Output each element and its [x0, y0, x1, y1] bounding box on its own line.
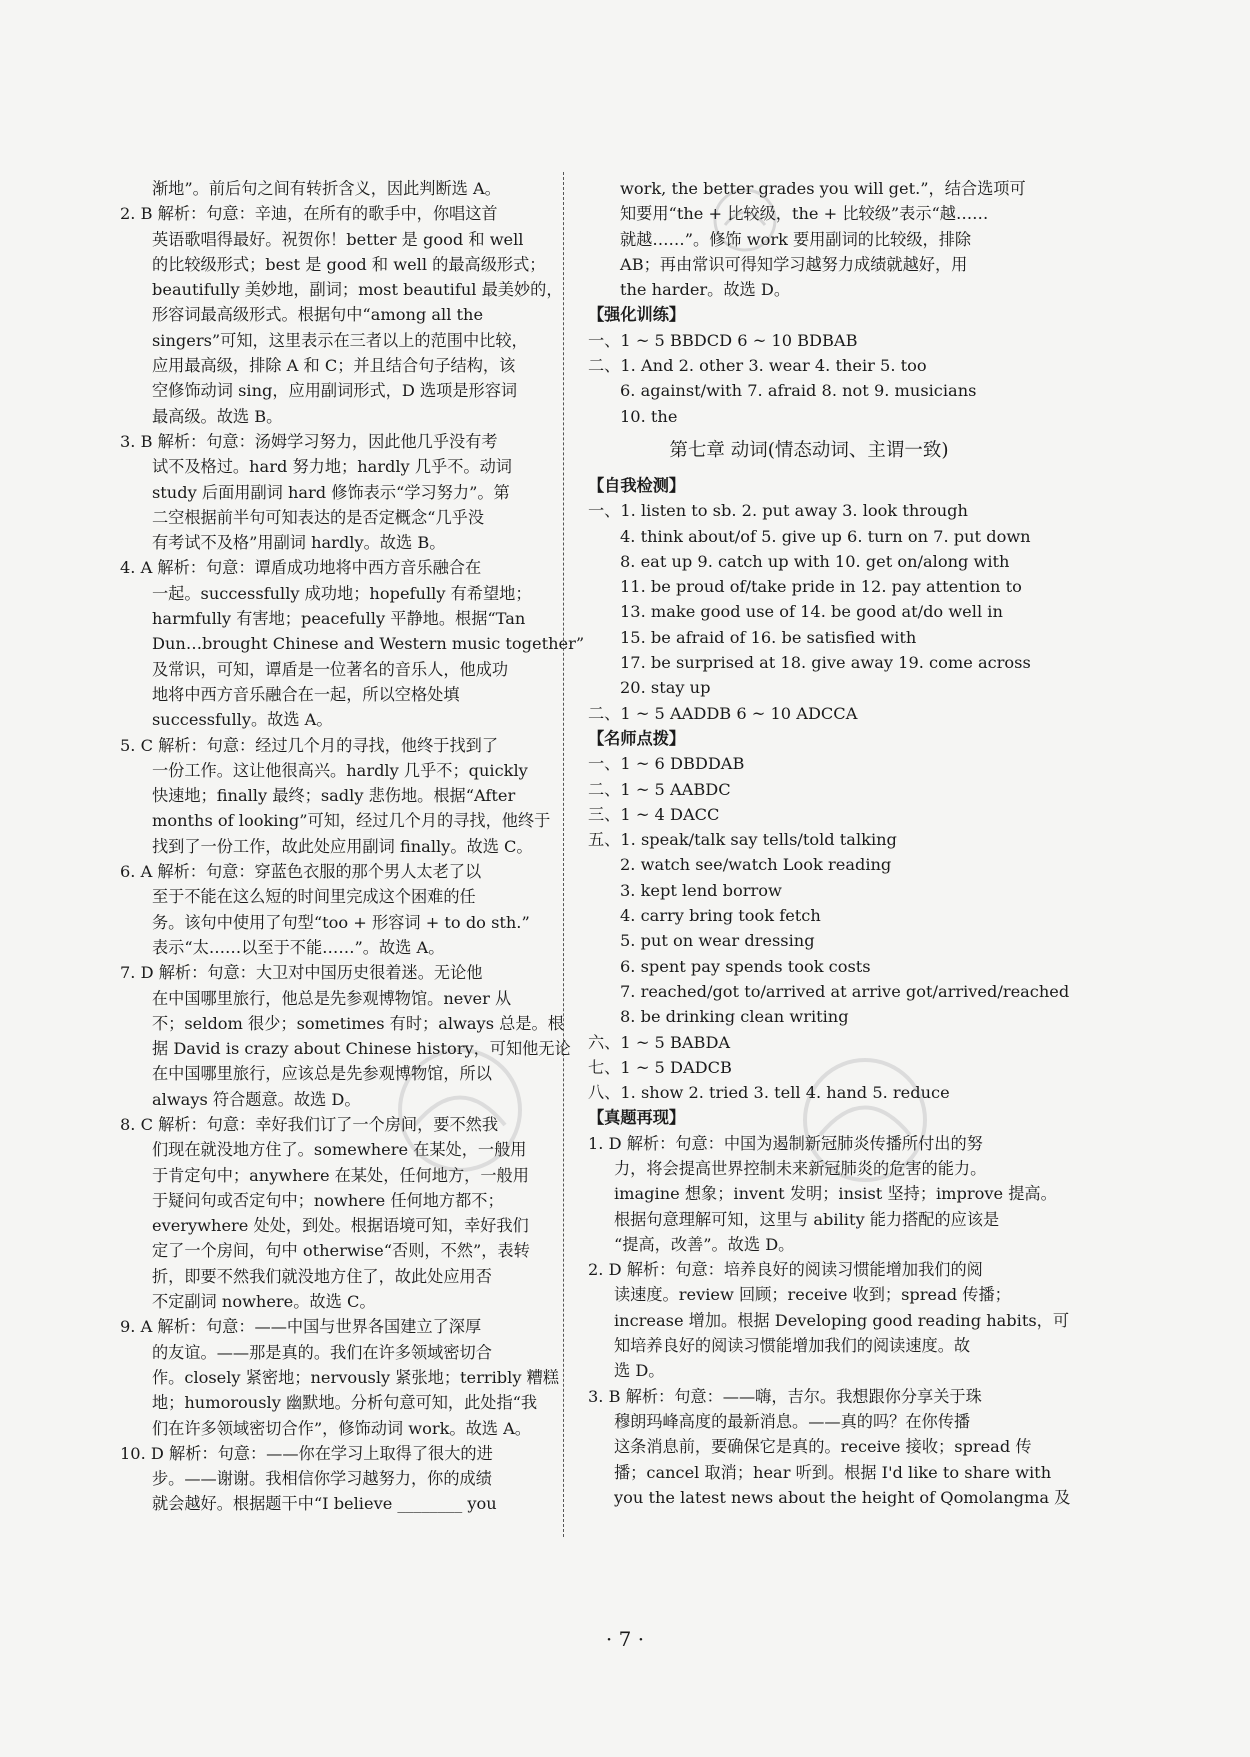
text-line: 3. B 解析：句意：汤姆学习努力，因此他几乎没有考 — [120, 431, 498, 451]
text-line: 据 David is crazy about Chinese history，可知他无论 — [152, 1039, 571, 1059]
text-line: 7. D 解析：句意：大卫对中国历史很着迷。无论他 — [120, 963, 483, 983]
right-column — [588, 176, 1071, 1510]
text-line: 选 D。 — [614, 1361, 665, 1381]
text-line: study 后面用副词 hard 修饰表示“学习努力”。第 — [152, 482, 510, 502]
text-line: 们在许多领域密切合作”，修饰动词 work。故选 A。 — [152, 1418, 531, 1438]
text-line: 英语歌唱得最好。祝贺你！better 是 good 和 well — [152, 229, 524, 249]
text-line: 9. A 解析：句意：——中国与世界各国建立了深厚 — [120, 1317, 482, 1337]
text-line: 不；seldom 很少；sometimes 有时；always 总是。根 — [152, 1013, 564, 1033]
text-line: 二空根据前半句可知表达的是否定概念“几乎没 — [152, 507, 485, 527]
text-line: always 符合题意。故选 D。 — [152, 1089, 361, 1109]
text-line: 于疑问句或否定句中；nowhere 任何地方都不； — [152, 1190, 504, 1210]
text-line: 步。——谢谢。我相信你学习越努力，你的成绩 — [152, 1469, 492, 1489]
text-line: 在中国哪里旅行，他总是先参观博物馆。never 从 — [152, 988, 512, 1008]
text-line: 10. the — [620, 406, 678, 426]
text-line: 根据句意理解可知，这里与 ability 能力搭配的应该是 — [614, 1209, 1000, 1229]
text-line: 不定副词 nowhere。故选 C。 — [152, 1292, 376, 1312]
text-line: 3. B 解析：句意：——嗨，吉尔。我想跟你分享关于珠 — [588, 1386, 982, 1406]
text-line: 13. make good use of 14. be good at/do well in — [620, 602, 1003, 622]
text-line: 形容词最高级形式。根据句中“among all the — [152, 305, 484, 325]
text-line: 10. D 解析：句意：——你在学习上取得了很大的进 — [120, 1443, 493, 1463]
text-line: 就会越好。根据题干中“I believe ________ you — [152, 1494, 497, 1514]
text-line: 6. spent pay spends took costs — [620, 956, 871, 976]
text-line: 应用最高级，排除 A 和 C；并且结合句子结构，该 — [152, 356, 516, 376]
text-line: 15. be afraid of 16. be satisfied with — [620, 627, 917, 647]
section-heading-qianghua: 【强化训练】 — [588, 305, 686, 325]
column-divider — [563, 172, 564, 1537]
text-line: AB；再由常识可得知学习越努力成绩就越好，用 — [620, 254, 968, 274]
text-line: 找到了一份工作，故此处应用副词 finally。故选 C。 — [152, 836, 533, 856]
text-line: increase 增加。根据 Developing good reading habits，可 — [614, 1310, 1070, 1330]
text-line: 二、1. And 2. other 3. wear 4. their 5. too — [588, 356, 927, 376]
text-line: 八、1. show 2. tried 3. tell 4. hand 5. reduce — [588, 1083, 950, 1103]
text-line: 4. think about/of 5. give up 6. turn on 7. put down — [620, 526, 1031, 546]
text-line: 播；cancel 取消；hear 听到。根据 I'd like to share with — [614, 1462, 1052, 1482]
text-line: 力，将会提高世界控制未来新冠肺炎的危害的能力。 — [614, 1158, 987, 1178]
text-line: singers”可知，这里表示在三者以上的范围中比较， — [152, 330, 528, 350]
text-line: 二、1 ~ 5 AABDC — [588, 779, 731, 799]
text-line: 们现在就没地方住了。somewhere 在某处，一般用 — [152, 1140, 527, 1160]
text-line: 2. watch see/watch Look reading — [620, 855, 892, 875]
text-line: 2. B 解析：句意：辛迪，在所有的歌手中，你唱这首 — [120, 204, 498, 224]
text-line: “提高，改善”。故选 D。 — [614, 1234, 795, 1254]
text-line: 知培养良好的阅读习惯能增加我们的阅读速度。故 — [614, 1336, 971, 1356]
text-line: 六、1 ~ 5 BABDA — [588, 1032, 731, 1052]
text-line: 穆朗玛峰高度的最新消息。——真的吗？在你传播 — [614, 1411, 971, 1431]
text-line: the harder。故选 D。 — [620, 280, 791, 300]
text-line: 6. A 解析：句意：穿蓝色衣服的那个男人太老了以 — [120, 862, 482, 882]
zhenti-answers — [588, 1131, 1071, 1510]
text-line: 一、1 ~ 5 BBDCD 6 ~ 10 BDBAB — [588, 330, 858, 350]
text-line: beautifully 美妙地，副词；most beautiful 最美妙的， — [152, 280, 563, 300]
text-line: 七、1 ~ 5 DADCB — [588, 1057, 732, 1077]
page-number: · 7 · — [605, 1627, 645, 1651]
left-column — [120, 176, 585, 1517]
text-line: Dun…brought Chinese and Western music together” — [152, 634, 585, 654]
text-line: 20. stay up — [620, 678, 711, 698]
text-line: 1. D 解析：句意：中国为遏制新冠肺炎传播所付出的努 — [588, 1133, 983, 1153]
text-line: 2. D 解析：句意：培养良好的阅读习惯能增加我们的阅 — [588, 1260, 983, 1280]
qianghua-answers — [588, 328, 1030, 429]
text-line: 五、1. speak/talk say tells/told talking — [588, 830, 897, 850]
text-line: harmfully 有害地；peacefully 平静地。根据“Tan — [152, 609, 526, 629]
text-line: 一、1. listen to sb. 2. put away 3. look through — [588, 501, 968, 521]
text-line: 一起。successfully 成功地；hopefully 有希望地； — [152, 583, 532, 603]
text-line: 这条消息前，要确保它是真的。receive 接收；spread 传 — [614, 1437, 1032, 1457]
text-line: 地；humorously 幽默地。分析句意可知，此处指“我 — [152, 1393, 538, 1413]
answer-10-continuation — [588, 176, 1030, 302]
text-line: 6. against/with 7. afraid 8. not 9. musicians — [620, 381, 977, 401]
text-line: 17. be surprised at 18. give away 19. come across — [620, 653, 1031, 673]
text-line: months of looking”可知，经过几个月的寻找，他终于 — [152, 811, 551, 831]
text-line: 于肯定句中；anywhere 在某处，任何地方，一般用 — [152, 1165, 529, 1185]
text-line: 5. C 解析：句意：经过几个月的寻找，他终于找到了 — [120, 735, 499, 755]
text-line: 3. kept lend borrow — [620, 880, 782, 900]
text-line: 5. put on wear dressing — [620, 931, 815, 951]
text-line: 一、1 ~ 6 DBDDAB — [588, 754, 745, 774]
text-line: 空修饰动词 sing，应用副词形式，D 选项是形容词 — [152, 381, 518, 401]
text-line: successfully。故选 A。 — [152, 710, 333, 730]
text-line: 务。该句中使用了句型“too + 形容词 + to do sth.” — [152, 912, 530, 932]
text-line: 试不及格过。hard 努力地；hardly 几乎不。动词 — [152, 457, 512, 477]
text-line: you the latest news about the height of Qomolangma 及 — [614, 1487, 1071, 1507]
section-heading-zhenti: 【真题再现】 — [588, 1108, 686, 1128]
mingshi-answers — [588, 751, 1070, 1105]
text-line: 4. A 解析：句意：谭盾成功地将中西方音乐融合在 — [120, 558, 482, 578]
text-line: imagine 想象；invent 发明；insist 坚持；improve 提高。 — [614, 1184, 1057, 1204]
text-line: 作。closely 紧密地；nervously 紧张地；terribly 糟糕 — [152, 1367, 559, 1387]
text-line: 快速地；finally 最终；sadly 悲伤地。根据“After — [152, 786, 516, 806]
text-line: 至于不能在这么短的时间里完成这个困难的任 — [152, 887, 476, 907]
section-heading-ziwo: 【自我检测】 — [588, 475, 686, 495]
text-line: 在中国哪里旅行，应该总是先参观博物馆，所以 — [152, 1064, 492, 1084]
text-line: everywhere 处处，到处。根据语境可知，幸好我们 — [152, 1216, 529, 1236]
ziwo-answers — [588, 498, 1030, 726]
text-line: 表示“太……以至于不能……”。故选 A。 — [152, 937, 445, 957]
text-line: 就越……”。修饰 work 要用副词的比较级，排除 — [620, 229, 972, 249]
text-line: 的比较级形式；best 是 good 和 well 的最高级形式； — [152, 254, 546, 274]
text-line: 地将中西方音乐融合在一起，所以空格处填 — [152, 684, 460, 704]
text-line: 一份工作。这让他很高兴。hardly 几乎不；quickly — [152, 760, 528, 780]
text-line: 渐地”。前后句之间有转折含义，因此判断选 A。 — [152, 179, 501, 198]
text-line: 8. eat up 9. catch up with 10. get on/along with — [620, 551, 1010, 571]
section-heading-mingshi: 【名师点拨】 — [588, 728, 686, 748]
text-line: 定了一个房间，句中 otherwise“否则，不然”，表转 — [152, 1241, 530, 1261]
text-line: 4. carry bring took fetch — [620, 906, 821, 926]
text-line: 11. be proud of/take pride in 12. pay attention to — [620, 577, 1022, 597]
text-line: work, the better grades you will get.”，结合选项可 — [620, 179, 1026, 198]
text-line: 最高级。故选 B。 — [152, 406, 283, 426]
text-line: 7. reached/got to/arrived at arrive got/arrived/reached — [620, 981, 1070, 1001]
text-line: 8. C 解析：句意：幸好我们订了一个房间，要不然我 — [120, 1114, 499, 1134]
text-line: 读速度。review 回顾；receive 收到；spread 传播； — [614, 1285, 1011, 1305]
text-line: 知要用“the + 比较级，the + 比较级”表示“越…… — [620, 204, 989, 224]
text-line: 及常识，可知，谭盾是一位著名的音乐人，他成功 — [152, 659, 509, 679]
text-line: 折，即要不然我们就没地方住了，故此处应用否 — [152, 1266, 492, 1286]
text-line: 二、1 ~ 5 AADDB 6 ~ 10 ADCCA — [588, 703, 858, 723]
chapter-title: 第七章 动词(情态动词、主谓一致) — [669, 439, 949, 461]
text-line: 三、1 ~ 4 DACC — [588, 804, 720, 824]
text-line: 8. be drinking clean writing — [620, 1007, 849, 1027]
text-line: 有考试不及格”用副词 hardly。故选 B。 — [152, 533, 446, 553]
text-line: 的友谊。——那是真的。我们在许多领域密切合 — [152, 1342, 492, 1362]
